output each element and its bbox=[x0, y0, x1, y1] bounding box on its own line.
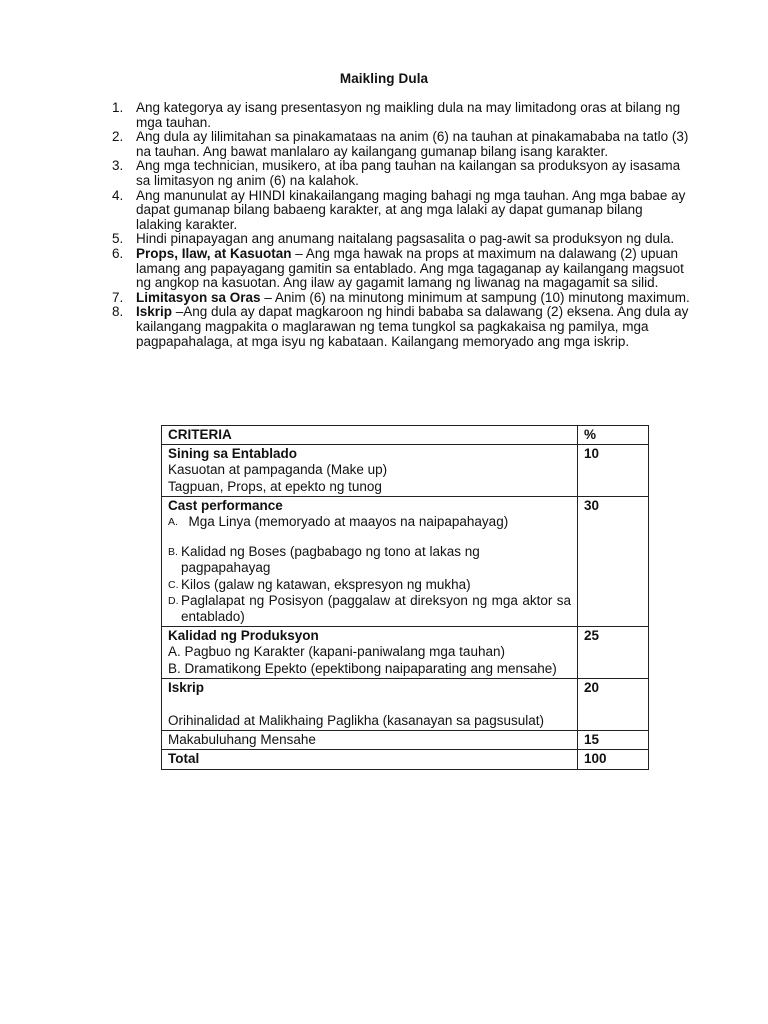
criteria-cell: Makabuluhang Mensahe bbox=[162, 731, 578, 750]
total-label: Total bbox=[162, 750, 578, 769]
rule-text: –Ang dula ay dapat magkaroon ng hindi bababa sa dalawang (2) eksena. Ang dula ay kailangang magpakita o maglarawan ng tema tungkol sa pagkakaisa ng pamilya, mga pagpapahalaga, at mga isyu ng kabataan. Kailangang memoryado ang mga iskrip. bbox=[136, 304, 689, 349]
total-value: 100 bbox=[578, 750, 649, 769]
rule-text: Ang manunulat ay HINDI kinakailangang maging bahagi ng mga tauhan. Ang mga babae ay dapat gumanap bilang babaeng karakter, at ang mga lalaki ay dapat gumanap bilang lalaking karakter. bbox=[136, 187, 686, 232]
percent-cell: 20 bbox=[578, 678, 649, 730]
rule-label: Iskrip bbox=[136, 304, 173, 320]
criteria-cell bbox=[162, 678, 578, 730]
criteria-subitem bbox=[168, 577, 571, 593]
subitem-text: Kilos (galaw ng katawan, ekspresyon ng mukha) bbox=[181, 576, 471, 592]
rule-item bbox=[112, 305, 692, 349]
rule-item bbox=[112, 247, 692, 291]
rule-text: Hindi pinapayagan ang anumang naitalang pagsasalita o pag-awit sa produksyon ng dula. bbox=[136, 231, 675, 247]
subitem-letter: A. bbox=[168, 516, 178, 529]
percent-header: % bbox=[578, 426, 649, 445]
table-row bbox=[162, 627, 649, 679]
criteria-cell bbox=[162, 445, 578, 497]
rules-list bbox=[112, 101, 692, 349]
table-row bbox=[162, 496, 649, 626]
percent-cell: 30 bbox=[578, 496, 649, 626]
rule-text: – Anim (6) na minutong minimum at sampung (10) minutong maximum. bbox=[260, 289, 690, 305]
rule-item bbox=[112, 159, 692, 188]
subitem-text: Mga Linya (memoryado at maayos na naipapahayag) bbox=[188, 514, 509, 530]
criteria-line: Orihinalidad at Malikhaing Paglikha (kasanayan sa pagsusulat) bbox=[168, 713, 544, 729]
table-row bbox=[162, 445, 649, 497]
table-header-row bbox=[162, 426, 649, 445]
percent-cell: 15 bbox=[578, 731, 649, 750]
subitem-letter: C. bbox=[168, 578, 179, 591]
criteria-title: Kalidad ng Produksyon bbox=[168, 628, 319, 644]
subitem-text: Paglalapat ng Posisyon (paggalaw at direksyon ng mga aktor sa entablado) bbox=[181, 592, 571, 625]
rule-number: 2. bbox=[112, 129, 124, 145]
subitem-text: Kalidad ng Boses (pagbabago ng tono at lakas ng pagpapahayag bbox=[181, 544, 480, 576]
criteria-line: A. Pagbuo ng Karakter (kapani-paniwalang mga tauhan) bbox=[168, 644, 505, 660]
criteria-cell bbox=[162, 496, 578, 626]
rule-text: Ang kategorya ay isang presentasyon ng maikling dula na may limitadong oras at bilang ng mga tauhan. bbox=[136, 100, 681, 130]
rule-label: Limitasyon sa Oras bbox=[136, 289, 261, 305]
criteria-line: B. Dramatikong Epekto (epektibong naipaparating ang mensahe) bbox=[168, 660, 557, 676]
rule-number: 4. bbox=[112, 187, 124, 203]
rule-number: 1. bbox=[112, 100, 124, 115]
rule-number: 5. bbox=[112, 231, 124, 247]
rule-number: 3. bbox=[112, 158, 124, 174]
subitem-letter: B. bbox=[168, 546, 178, 559]
rule-item bbox=[112, 232, 692, 247]
criteria-title: Cast performance bbox=[168, 497, 283, 513]
page-title: Maikling Dula bbox=[339, 71, 429, 86]
percent-cell: 10 bbox=[578, 445, 649, 497]
criteria-title: Iskrip bbox=[168, 679, 205, 695]
criteria-header: CRITERIA bbox=[162, 426, 578, 445]
rule-number: 7. bbox=[112, 289, 124, 305]
table-total-row bbox=[162, 750, 649, 769]
criteria-title: Sining sa Entablado bbox=[168, 446, 298, 462]
percent-cell: 25 bbox=[578, 627, 649, 679]
rule-item bbox=[112, 130, 692, 159]
rule-number: 6. bbox=[112, 245, 124, 261]
criteria-subitem bbox=[168, 593, 571, 625]
rule-item bbox=[112, 101, 692, 130]
criteria-cell bbox=[162, 627, 578, 679]
rule-text: Ang dula ay lilimitahan sa pinakamataas na anim (6) na tauhan at pinakamababa na tatlo (3) na tauhan. Ang bawat manlalaro ay kailangang gumanap bilang isang karakter. bbox=[136, 129, 689, 159]
rule-number: 8. bbox=[112, 304, 124, 320]
table-row bbox=[162, 731, 649, 750]
criteria-line: Kasuotan at pampaganda (Make up) bbox=[168, 462, 388, 478]
table-row bbox=[162, 678, 649, 730]
subitem-letter: D. bbox=[168, 594, 179, 607]
criteria-line: Tagpuan, Props, at epekto ng tunog bbox=[168, 478, 382, 494]
criteria-table bbox=[161, 425, 649, 770]
rule-item bbox=[112, 291, 692, 306]
criteria-subitem bbox=[168, 544, 571, 576]
rule-text: – Ang mga hawak na props at maximum na dalawang (2) upuan lamang ang papayagang gamitin sa entablado. Ang mga tagaganap ay kailangang magsuot ng angkop na kasuotan. Ang ilaw ay gagamit lamang ng liwanag na magagamit sa silid. bbox=[136, 245, 684, 291]
rule-item bbox=[112, 189, 692, 233]
criteria-subitem bbox=[168, 514, 571, 530]
rule-label: Props, Ilaw, at Kasuotan bbox=[136, 245, 292, 261]
rule-text: Ang mga technician, musikero, at iba pang tauhan na kailangan sa produksyon ay isasama sa limitasyon ng anim (6) na kalahok. bbox=[136, 158, 681, 188]
